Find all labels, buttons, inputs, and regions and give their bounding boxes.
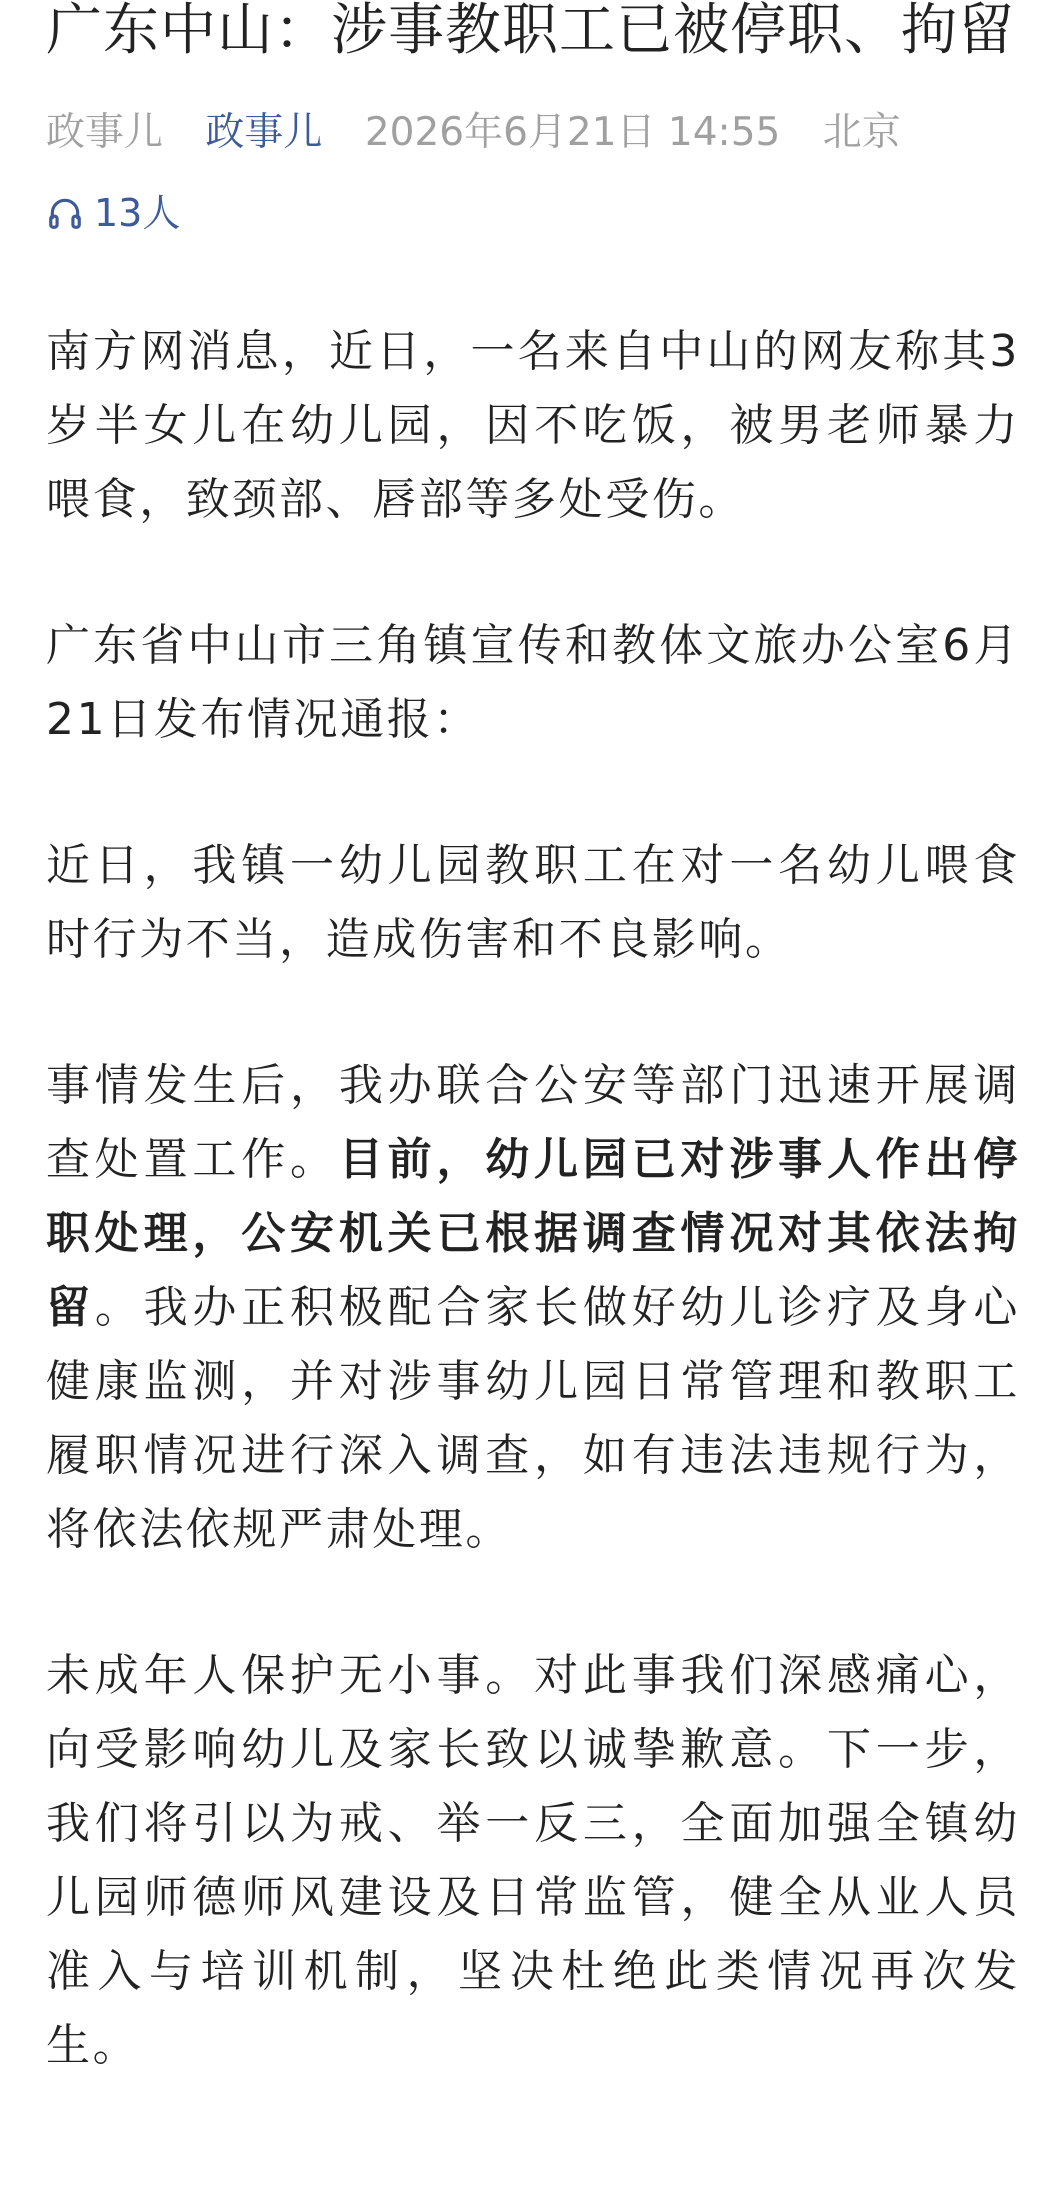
paragraph-5: 未成年人保护无小事。对此事我们深感痛心，向受影响幼儿及家长致以诚挚歉意。下一步，我们将引以为戒、举一反三，全面加强全镇幼儿园师德师风建设及日常监管，健全从业人员准入与培训机制，坚决杜绝此类情况再次发生。 — [46, 1650, 1020, 2071]
publish-location: 北京 — [822, 110, 901, 155]
paragraph-4-highlight: 目前，幼儿园已对涉事人作出停职处理，公安机关已根据调查情况对其依法拘留 — [46, 1134, 1020, 1333]
paragraph-3: 近日，我镇一幼儿园教职工在对一名幼儿喂食时行为不当，造成伤害和不良影响。 — [46, 840, 1020, 965]
listen-count[interactable] — [46, 189, 1020, 237]
headphones-icon — [46, 194, 84, 232]
article-meta — [46, 109, 1020, 157]
paragraph-2: 广东省中山市三角镇宣传和教体文旅办公室6月21日发布情况通报： — [46, 620, 1020, 745]
source-name: 政事儿 — [46, 110, 164, 155]
paragraph-1: 南方网消息，近日，一名来自中山的网友称其3岁半女儿在幼儿园，因不吃饭，被男老师暴力喂食，致颈部、唇部等多处受伤。 — [46, 326, 1020, 525]
paragraph-4-rest: 。我办正积极配合家长做好幼儿诊疗及身心健康监测，并对涉事幼儿园日常管理和教职工履职情况进行深入调查，如有违法违规行为，将依法依规严肃处理。 — [46, 1282, 1020, 1555]
article-title: 广东中山：涉事教职工已被停职、拘留 — [46, 0, 1015, 63]
author-link[interactable]: 政事儿 — [205, 110, 323, 155]
paragraph-4 — [46, 1049, 1020, 1567]
paragraph-4-intro: 事情发生后，我办联合公安等部门迅速开展调查处置工作。 — [46, 1060, 1020, 1185]
article-body — [46, 315, 1020, 2083]
listen-count-label: 13人 — [94, 191, 181, 235]
publish-datetime: 2026年6月21日 14:55 — [364, 110, 781, 155]
